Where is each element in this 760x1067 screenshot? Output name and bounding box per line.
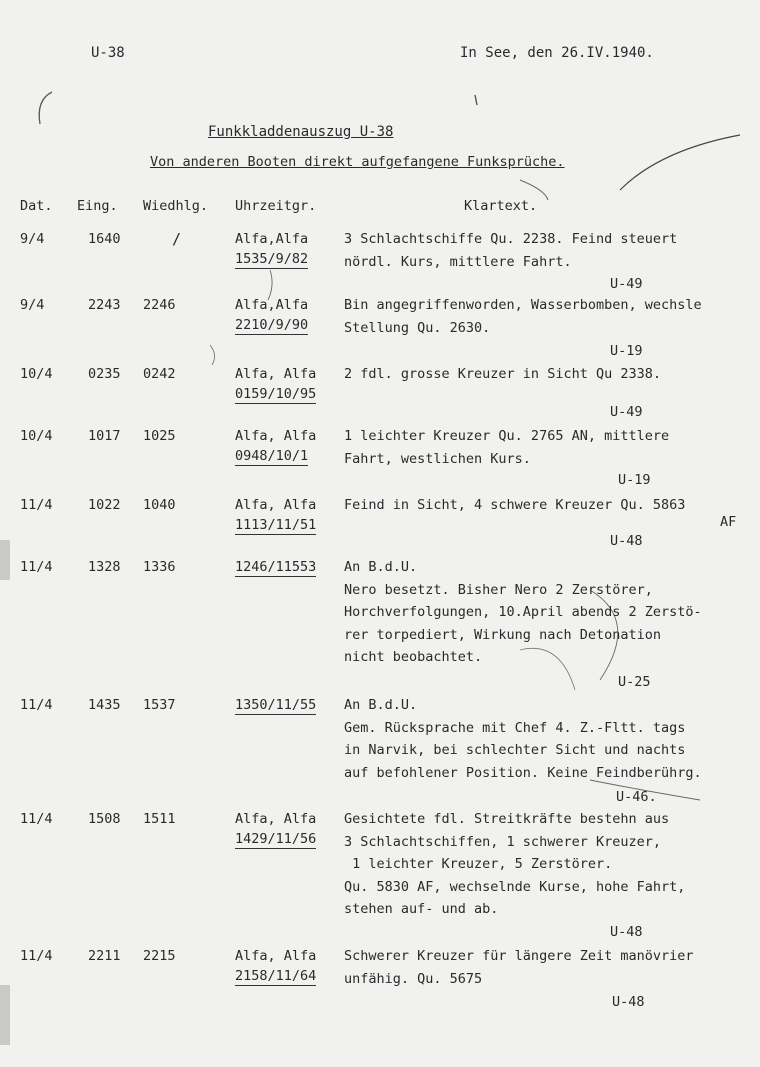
message-line: 1 leichter Kreuzer, 5 Zerstörer. xyxy=(344,856,613,873)
row-uhr-line2 xyxy=(235,445,308,467)
row-uhr-line2 xyxy=(235,965,316,987)
row-message xyxy=(344,363,661,386)
row-message-suffix: AF xyxy=(720,514,737,530)
row-uhr-line2 xyxy=(235,694,316,716)
message-line: rer torpediert, Wirkung nach Detonation xyxy=(344,626,661,643)
row-date: 9/4 xyxy=(20,297,45,313)
row-date: 11/4 xyxy=(20,697,53,713)
message-line: Feind in Sicht, 4 schwere Kreuzer Qu. 5863 xyxy=(344,497,686,513)
row-uhr-line2 xyxy=(235,314,308,336)
row-date: 11/4 xyxy=(20,497,53,513)
row-sender: U-48 xyxy=(610,924,643,940)
row-date: 11/4 xyxy=(20,948,53,964)
row-date: 9/4 xyxy=(20,231,45,247)
row-wiedhlg: 0242 xyxy=(143,366,176,382)
row-uhr-code: 1535/9/82 xyxy=(235,251,309,267)
scan-edge-shadow xyxy=(0,540,10,580)
row-message xyxy=(344,425,669,470)
row-uhr-line1: Alfa, Alfa xyxy=(235,811,317,827)
row-wiedhlg: 1040 xyxy=(143,497,176,513)
document-subtitle: Von anderen Booten direkt aufgefangene Funksprüche. xyxy=(150,154,565,170)
col-header-eing: Eing. xyxy=(77,198,118,214)
message-line: nicht beobachtet. xyxy=(344,649,483,666)
message-line: Fahrt, westlichen Kurs. xyxy=(344,450,531,467)
row-message xyxy=(344,945,694,990)
place-date: In See, den 26.IV.1940. xyxy=(460,45,654,61)
row-eing: 1508 xyxy=(88,811,121,827)
row-uhr-line1: Alfa, Alfa xyxy=(235,497,317,513)
row-eing: 1435 xyxy=(88,697,121,713)
message-line: Bin angegriffenworden, Wasserbomben, wechsle xyxy=(344,297,702,313)
row-wiedhlg: 1025 xyxy=(143,428,176,444)
row-uhr-line1: Alfa, Alfa xyxy=(235,948,317,964)
row-message xyxy=(344,228,677,273)
row-date: 10/4 xyxy=(20,428,53,444)
row-uhr-code: 0159/10/95 xyxy=(235,386,317,402)
row-uhr-code: 1429/11/56 xyxy=(235,831,317,847)
row-message xyxy=(344,556,702,669)
row-eing: 0235 xyxy=(88,366,121,382)
row-uhr-line2 xyxy=(235,248,308,270)
col-header-uhrzeitgr: Uhrzeitgr. xyxy=(235,198,317,214)
row-uhr-code: 0948/10/1 xyxy=(235,448,309,464)
message-line: Nero besetzt. Bisher Nero 2 Zerstörer, xyxy=(344,581,653,598)
row-sender: U-46. xyxy=(616,789,657,805)
message-line: Qu. 5830 AF, wechselnde Kurse, hohe Fahrt, xyxy=(344,878,686,895)
row-uhr-line2 xyxy=(235,828,316,850)
message-line: nördl. Kurs, mittlere Fahrt. xyxy=(344,253,572,270)
row-date: 10/4 xyxy=(20,366,53,382)
document-title: Funkkladdenauszug U-38 xyxy=(208,124,394,140)
message-line: auf befohlener Position. Keine Feindberührg. xyxy=(344,764,702,781)
row-message xyxy=(344,808,685,921)
row-uhr-code: 1113/11/51 xyxy=(235,517,317,533)
row-wiedhlg: / xyxy=(172,230,182,248)
row-uhr-line1: Alfa, Alfa xyxy=(235,366,317,382)
row-eing: 1640 xyxy=(88,231,121,247)
row-sender: U-19 xyxy=(610,343,643,359)
row-wiedhlg: 1511 xyxy=(143,811,176,827)
row-uhr-line1: Alfa, Alfa xyxy=(235,428,317,444)
row-uhr-code: 2210/9/90 xyxy=(235,317,309,333)
row-sender: U-49 xyxy=(610,276,643,292)
row-message xyxy=(344,294,702,339)
row-eing: 1017 xyxy=(88,428,121,444)
row-uhr-line2 xyxy=(235,514,316,536)
row-uhr-code: 2158/11/64 xyxy=(235,968,317,984)
message-line: 3 Schlachtschiffe Qu. 2238. Feind steuert xyxy=(344,231,678,247)
row-wiedhlg: 2215 xyxy=(143,948,176,964)
row-eing: 2243 xyxy=(88,297,121,313)
row-sender: U-19 xyxy=(618,472,651,488)
col-header-wiedhlg: Wiedhlg. xyxy=(143,198,209,214)
row-wiedhlg: 2246 xyxy=(143,297,176,313)
row-uhr-code: 1246/11553 xyxy=(235,559,317,575)
row-eing: 2211 xyxy=(88,948,121,964)
message-line: 2 fdl. grosse Kreuzer in Sicht Qu 2338. xyxy=(344,366,661,382)
row-uhr-line1: Alfa,Alfa xyxy=(235,231,309,247)
message-line: in Narvik, bei schlechter Sicht und nachts xyxy=(344,742,686,759)
row-wiedhlg: 1336 xyxy=(143,559,176,575)
scan-edge-shadow xyxy=(0,985,10,1045)
row-eing: 1328 xyxy=(88,559,121,575)
col-header-dat: Dat. xyxy=(20,198,53,214)
row-wiedhlg: 1537 xyxy=(143,697,176,713)
boat-id: U-38 xyxy=(91,45,125,61)
message-line: 3 Schlachtschiffen, 1 schwerer Kreuzer, xyxy=(344,833,661,850)
row-uhr-line2 xyxy=(235,556,316,578)
message-line: stehen auf- und ab. xyxy=(344,901,499,918)
row-message xyxy=(344,494,685,517)
row-sender: U-48 xyxy=(612,994,645,1010)
col-header-klartext: Klartext. xyxy=(464,198,538,214)
message-line: Schwerer Kreuzer für längere Zeit manövrier xyxy=(344,948,694,964)
row-sender: U-25 xyxy=(618,674,651,690)
message-line: Gesichtete fdl. Streitkräfte bestehn aus xyxy=(344,811,670,827)
message-line: 1 leichter Kreuzer Qu. 2765 AN, mittlere xyxy=(344,428,670,444)
row-message xyxy=(344,694,702,784)
row-date: 11/4 xyxy=(20,559,53,575)
row-uhr-line2 xyxy=(235,383,316,405)
row-uhr-line1: Alfa,Alfa xyxy=(235,297,309,313)
message-line: Horchverfolgungen, 10.April abends 2 Zerstö- xyxy=(344,604,702,621)
row-sender: U-48 xyxy=(610,533,643,549)
row-sender: U-49 xyxy=(610,404,643,420)
row-uhr-code: 1350/11/55 xyxy=(235,697,317,713)
row-date: 11/4 xyxy=(20,811,53,827)
message-line: An B.d.U. xyxy=(344,559,418,575)
message-line: Stellung Qu. 2630. xyxy=(344,319,491,336)
message-line: Gem. Rücksprache mit Chef 4. Z.-Fltt. tags xyxy=(344,719,686,736)
message-line: unfähig. Qu. 5675 xyxy=(344,970,483,987)
message-line: An B.d.U. xyxy=(344,697,418,713)
row-eing: 1022 xyxy=(88,497,121,513)
